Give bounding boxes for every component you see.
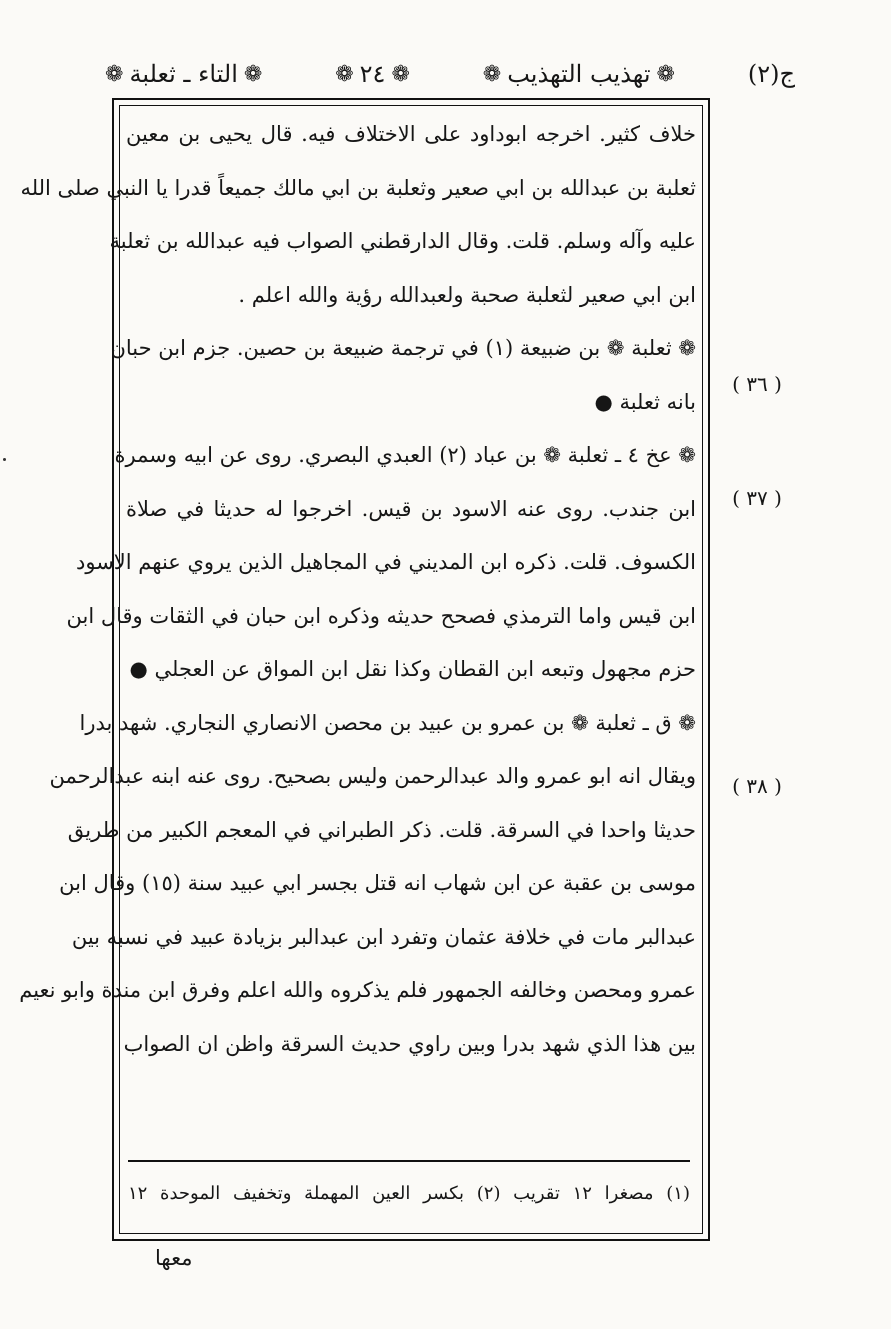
text-line: ابن ابي صعير لثعلبة صحبة ولعبدالله رؤية والله اعلم . (238, 282, 696, 307)
page-number-group (335, 60, 410, 88)
text-line: عليه وآله وسلم. قلت. وقال الدارقطني الصواب فيه عبدالله بن ثعلبة (109, 229, 696, 253)
ornament-icon: ❁ (656, 61, 675, 87)
text-line: ابن جندب. روى عنه الاسود بن قيس. اخرجوا له حديثا في صلاة (126, 496, 696, 521)
entry-number: ( ٣٦ ) (732, 372, 782, 396)
text-line: ❁ عخ ٤ ـ ثعلبة ❁ بن عباد (٢) العبدي البصري. روى عن ابيه وسمرة (114, 443, 696, 467)
text-line: حزم مجهول وتبعه ابن القطان وكذا نقل ابن المواق عن العجلي ● (129, 657, 696, 681)
text-line: خلاف كثير. اخرجه ابوداود على الاختلاف فيه. قال يحيى بن معين (126, 122, 696, 146)
catchword: معها (155, 1246, 193, 1270)
text-line: ❁ ق ـ ثعلبة ❁ بن عمرو بن عبيد بن محصن الانصاري النجاري. شهد بدرا (79, 710, 696, 735)
ornament-icon: ❁ (482, 61, 502, 87)
text-line: حديثا واحدا في السرقة. قلت. ذكر الطبراني في المعجم الكبير من طريق (67, 817, 696, 842)
text-line: بين هذا الذي شهد بدرا وبين راوي حديث السرقة واظن ان الصواب (123, 1031, 696, 1056)
entry-number: ( ٣٧ ) (732, 486, 782, 510)
text-line: ابن قيس واما الترمذي فصحح حديثه وذكره ابن حبان في الثقات وقال ابن (66, 603, 696, 628)
section-title: التاء ـ ثعلبة (129, 60, 238, 88)
entry-number: ( ٣٨ ) (732, 774, 782, 798)
text-line: بانه ثعلبة ● (594, 389, 696, 414)
footnote-separator (128, 1160, 690, 1162)
text-line: عمرو ومحصن وخالفه الجمهور فلم يذكروه والله اعلم وفرق ابن مندة وابو نعيم (19, 978, 696, 1002)
ornament-icon: ❁ (243, 61, 263, 87)
book-title: تهذيب التهذيب (507, 60, 651, 88)
title-group (483, 60, 675, 88)
section-group (105, 60, 262, 88)
text-line: موسى بن عقبة عن ابن شهاب انه قتل بجسر ابي عبيد سنة (١٥) وقال ابن (59, 871, 696, 895)
margin-dot (3, 458, 6, 461)
page-number: ٢٤ (359, 60, 386, 88)
text-line: ❁ ثعلبة ❁ بن ضبيعة (١) في ترجمة ضبيعة بن حصين. جزم ابن حبان (110, 336, 696, 360)
ornament-icon: ❁ (391, 61, 410, 87)
text-line: عبدالبر مات في خلافة عثمان وتفرد ابن عبدالبر بزيادة عبيد في نسبه بين (71, 924, 696, 949)
ornament-icon: ❁ (105, 61, 124, 87)
text-line: الكسوف. قلت. ذكره ابن المديني في المجاهيل الذين يروي عنهم الاسود (76, 550, 696, 574)
text-line: ويقال انه ابو عمرو والد عبدالرحمن وليس بصحيح. روى عنه ابنه عبدالرحمن (49, 764, 696, 788)
volume-label: ج(٢) (747, 60, 795, 88)
ornament-icon: ❁ (335, 61, 354, 87)
footnote: (١) مصغرا ١٢ تقريب (٢) بكسر العين المهملة وتخفيف الموحدة ١٢ (128, 1183, 690, 1204)
text-line: ثعلبة بن عبدالله بن ابي صعير وثعلبة بن ابي مالك جميعاً قدرا يا النبي صلى الله (20, 175, 696, 200)
main-text (19, 108, 696, 1071)
running-header (105, 52, 795, 96)
